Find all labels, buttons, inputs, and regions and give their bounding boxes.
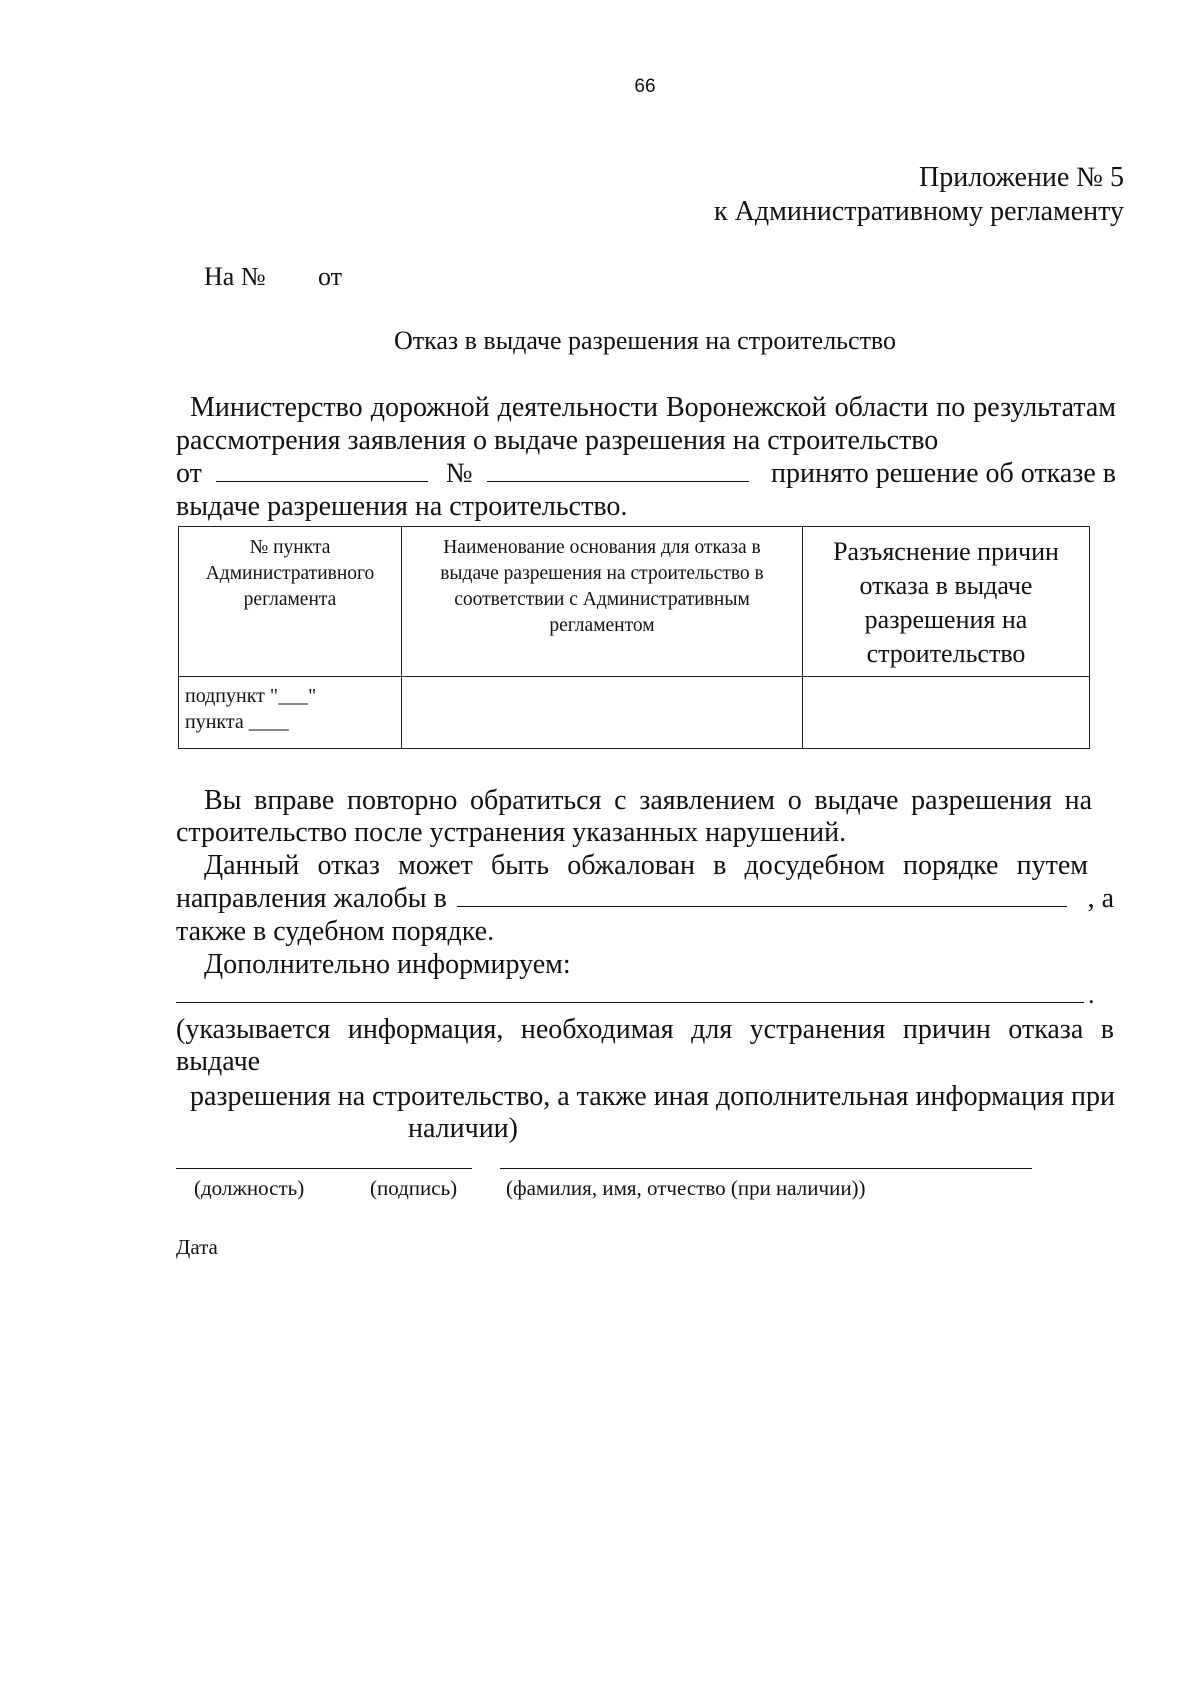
header-cell-reason: Наименование основания для отказа в выдаче разрешения на строительство в соответствии с Административным регламентом — [402, 527, 803, 677]
paragraph-1-line-2: строительство после устранения указанных нарушений. — [176, 817, 847, 848]
date-label: Дата — [176, 1235, 218, 1259]
signature-name-label: (фамилия, имя, отчество (при наличии)) — [506, 1176, 866, 1200]
complaint-recipient-blank — [457, 884, 1067, 907]
header-cell-clause: № пункта Административного регламента — [179, 527, 402, 677]
clause-point: пункта ____ — [185, 711, 289, 733]
number-blank — [487, 459, 749, 482]
table-header-row — [179, 527, 1090, 677]
note-line-4: наличии) — [408, 1113, 518, 1144]
note-line-2: выдаче — [176, 1046, 261, 1077]
paragraph-2-line-3: также в судебном порядке. — [176, 916, 495, 947]
intro-from-label: от — [176, 458, 202, 489]
additional-info-label: Дополнительно информируем: — [204, 949, 571, 980]
reference-from-label: от — [318, 262, 343, 291]
note-line-1: (указывается информация, необходимая для устранения причин отказа в — [176, 1014, 1114, 1045]
row-cell-explanation — [803, 677, 1090, 749]
date-blank — [216, 459, 428, 482]
reference-no-label: На № — [204, 262, 266, 291]
row-cell-reason — [402, 677, 803, 749]
clause-subpoint: подпункт "___" — [185, 685, 317, 707]
appendix-title: Приложение № 5 — [919, 162, 1124, 193]
signature-position-label: (должность) — [194, 1176, 305, 1200]
paragraph-1-line-1: Вы вправе повторно обратиться с заявлением о выдаче разрешения на — [204, 785, 1092, 816]
complaint-line-end: , а — [1087, 883, 1114, 914]
paragraph-2-line-2 — [176, 883, 1114, 915]
page-number: 66 — [634, 76, 656, 97]
row-cell-clause — [179, 677, 402, 749]
intro-line-1: Министерство дорожной деятельности Воронежской области по результатам — [190, 392, 1116, 423]
signature-name-line — [500, 1168, 1032, 1169]
document-title: Отказ в выдаче разрешения на строительство — [393, 326, 897, 355]
additional-info-blank — [176, 1002, 1084, 1003]
intro-line-2: рассмотрения заявления о выдаче разрешения на строительство — [176, 425, 939, 456]
signature-sign-label: (подпись) — [370, 1176, 458, 1200]
complaint-label: направления жалобы в — [176, 883, 447, 914]
intro-line-3 — [176, 458, 1116, 490]
appendix-subtitle: к Административному регламенту — [714, 196, 1124, 227]
additional-info-end: . — [1088, 980, 1095, 1009]
intro-line-4: выдаче разрешения на строительство. — [176, 491, 628, 522]
reasons-table — [178, 526, 1090, 749]
paragraph-2-line-1: Данный отказ может быть обжалован в досудебном порядке путем — [204, 850, 1088, 881]
intro-no-label: № — [445, 458, 473, 489]
intro-decision: принято решение об отказе в — [771, 458, 1116, 489]
table-row — [179, 677, 1090, 749]
header-cell-explanation: Разъяснение причин отказа в выдаче разрешения на строительство — [803, 527, 1090, 677]
note-line-3: разрешения на строительство, а также иная дополнительная информация при — [190, 1081, 1115, 1112]
signature-position-line — [176, 1168, 472, 1169]
